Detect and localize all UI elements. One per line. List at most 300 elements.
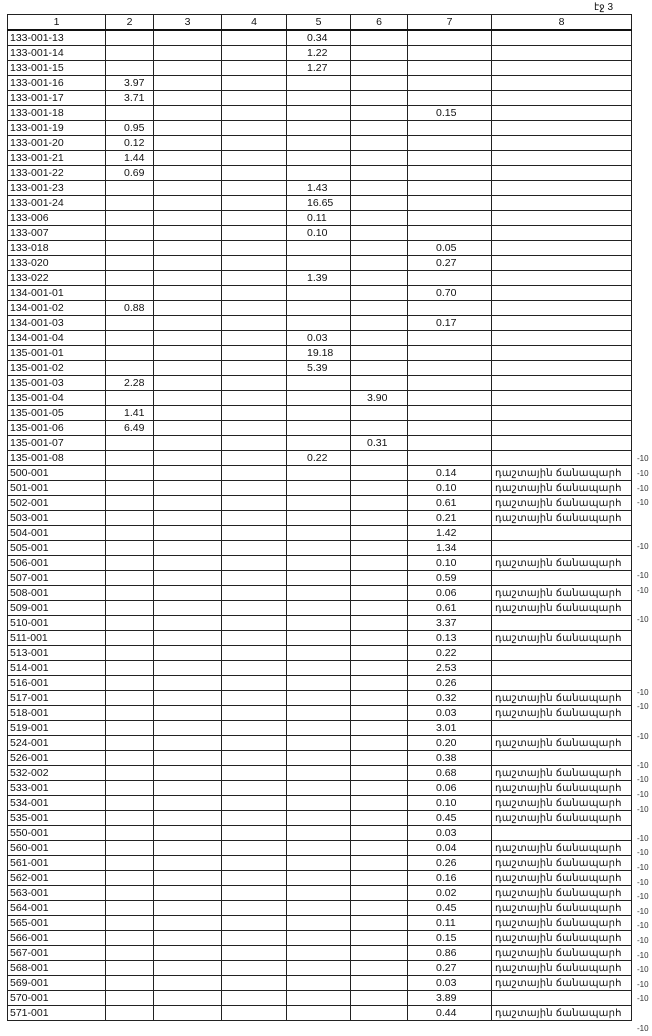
value-cell [408, 376, 492, 391]
value-cell [222, 961, 287, 976]
value-cell [154, 91, 222, 106]
table-row [8, 931, 632, 946]
value-cell [222, 871, 287, 886]
note-cell [492, 661, 632, 676]
table-row [8, 481, 632, 496]
value-cell [222, 931, 287, 946]
value-cell [287, 676, 351, 691]
margin-mark [637, 511, 651, 526]
margin-mark: -10 [637, 950, 649, 960]
parcel-code-cell: 133-001-24 [8, 196, 106, 211]
note-cell [492, 721, 632, 736]
value-cell [222, 691, 287, 706]
value-cell [106, 676, 154, 691]
note-cell: դաշտային ճանապարհ [492, 781, 632, 796]
margin-mark: -10 [637, 790, 649, 800]
value-cell: 0.31 [351, 436, 408, 451]
value-cell [222, 286, 287, 301]
note-cell [492, 616, 632, 631]
value-cell [106, 481, 154, 496]
value-cell: 0.04 [408, 841, 492, 856]
parcel-code-cell: 133-018 [8, 241, 106, 256]
parcel-code-cell: 134-001-04 [8, 331, 106, 346]
value-cell [351, 76, 408, 91]
value-cell [351, 871, 408, 886]
table-row [8, 91, 632, 106]
parcel-code-cell: 133-007 [8, 226, 106, 241]
value-cell [222, 886, 287, 901]
value-cell [154, 241, 222, 256]
margin-mark: -10 [637, 1023, 649, 1033]
value-cell: 0.10 [408, 481, 492, 496]
table-row [8, 811, 632, 826]
margin-mark: -10 [637, 965, 649, 975]
value-cell [154, 30, 222, 46]
table-row [8, 961, 632, 976]
note-cell: դաշտային ճանապարհ [492, 796, 632, 811]
note-cell [492, 211, 632, 226]
value-cell [408, 391, 492, 406]
note-cell [492, 376, 632, 391]
note-cell: դաշտային ճանապարհ [492, 511, 632, 526]
parcel-code-cell: 506-001 [8, 556, 106, 571]
column-header: 5 [287, 15, 351, 31]
value-cell [222, 766, 287, 781]
value-cell: 0.05 [408, 241, 492, 256]
value-cell [351, 61, 408, 76]
value-cell: 0.14 [408, 466, 492, 481]
margin-mark: -10 [637, 979, 649, 989]
parcel-code-cell: 550-001 [8, 826, 106, 841]
parcel-code-cell: 500-001 [8, 466, 106, 481]
value-cell [351, 691, 408, 706]
note-cell [492, 451, 632, 466]
value-cell [287, 811, 351, 826]
value-cell [287, 151, 351, 166]
value-cell [222, 481, 287, 496]
value-cell: 0.10 [408, 796, 492, 811]
value-cell [351, 586, 408, 601]
value-cell [287, 406, 351, 421]
value-cell [408, 331, 492, 346]
parcel-code-cell: 568-001 [8, 961, 106, 976]
value-cell [287, 106, 351, 121]
value-cell [154, 466, 222, 481]
margin-mark: -10 [637, 731, 649, 741]
table-row [8, 616, 632, 631]
value-cell [106, 901, 154, 916]
value-cell [351, 991, 408, 1006]
value-cell [106, 871, 154, 886]
table-row [8, 901, 632, 916]
value-cell [154, 751, 222, 766]
parcel-code-cell: 562-001 [8, 871, 106, 886]
value-cell [106, 946, 154, 961]
value-cell [154, 226, 222, 241]
value-cell: 0.32 [408, 691, 492, 706]
note-cell [492, 421, 632, 436]
value-cell [154, 436, 222, 451]
value-cell [154, 526, 222, 541]
margin-mark: -10 [637, 468, 649, 478]
value-cell [351, 346, 408, 361]
value-cell [106, 1006, 154, 1021]
value-cell: 0.22 [408, 646, 492, 661]
value-cell [287, 541, 351, 556]
value-cell [287, 646, 351, 661]
margin-mark: -10 [637, 906, 649, 916]
value-cell [351, 706, 408, 721]
parcel-code-cell: 133-001-18 [8, 106, 106, 121]
value-cell: 0.45 [408, 901, 492, 916]
table-row [8, 121, 632, 136]
note-cell [492, 331, 632, 346]
value-cell: 1.22 [287, 46, 351, 61]
value-cell [106, 511, 154, 526]
value-cell [154, 856, 222, 871]
value-cell [287, 316, 351, 331]
parcel-code-cell: 534-001 [8, 796, 106, 811]
value-cell: 0.44 [408, 1006, 492, 1021]
parcel-code-cell: 133-001-16 [8, 76, 106, 91]
note-cell [492, 166, 632, 181]
value-cell [222, 946, 287, 961]
parcel-code-cell: 133-001-21 [8, 151, 106, 166]
note-cell: դաշտային ճանապարհ [492, 481, 632, 496]
value-cell [351, 886, 408, 901]
header-row [8, 15, 632, 31]
note-cell [492, 106, 632, 121]
note-cell: դաշտային ճանապարհ [492, 1006, 632, 1021]
margin-mark: -10 [637, 848, 649, 858]
table-row [8, 706, 632, 721]
value-cell: 3.37 [408, 616, 492, 631]
value-cell [222, 226, 287, 241]
value-cell [287, 481, 351, 496]
value-cell [106, 556, 154, 571]
margin-mark: -10 [637, 775, 649, 785]
value-cell [222, 46, 287, 61]
value-cell [287, 751, 351, 766]
parcel-code-cell: 133-001-20 [8, 136, 106, 151]
value-cell: 0.03 [408, 976, 492, 991]
note-cell [492, 406, 632, 421]
value-cell [222, 361, 287, 376]
value-cell [154, 136, 222, 151]
value-cell [408, 136, 492, 151]
parcel-code-cell: 133-001-15 [8, 61, 106, 76]
value-cell [154, 556, 222, 571]
value-cell [106, 661, 154, 676]
value-cell [154, 76, 222, 91]
value-cell [408, 61, 492, 76]
value-cell: 0.22 [287, 451, 351, 466]
table-row [8, 721, 632, 736]
value-cell [154, 106, 222, 121]
value-cell [106, 751, 154, 766]
value-cell [106, 46, 154, 61]
margin-mark [637, 1007, 651, 1022]
margin-mark: -10 [637, 498, 649, 508]
note-cell [492, 436, 632, 451]
table-row [8, 136, 632, 151]
margin-mark [637, 715, 651, 730]
value-cell [287, 916, 351, 931]
value-cell [287, 301, 351, 316]
value-cell [154, 796, 222, 811]
value-cell: 0.68 [408, 766, 492, 781]
note-cell: դաշտային ճանապարհ [492, 586, 632, 601]
column-header: 1 [8, 15, 106, 31]
value-cell: 1.44 [106, 151, 154, 166]
value-cell: 0.03 [408, 706, 492, 721]
value-cell [222, 30, 287, 46]
margin-mark [637, 525, 651, 540]
value-cell [287, 586, 351, 601]
value-cell [408, 451, 492, 466]
note-cell [492, 991, 632, 1006]
value-cell [106, 436, 154, 451]
margin-mark [637, 598, 651, 613]
value-cell [154, 346, 222, 361]
margin-mark [637, 657, 651, 672]
parcel-code-cell: 133-001-22 [8, 166, 106, 181]
value-cell [222, 721, 287, 736]
value-cell: 3.71 [106, 91, 154, 106]
table-row [8, 796, 632, 811]
margin-mark: -10 [637, 804, 649, 814]
table-row [8, 736, 632, 751]
value-cell [351, 631, 408, 646]
parcel-code-cell: 569-001 [8, 976, 106, 991]
value-cell [222, 181, 287, 196]
value-cell [106, 331, 154, 346]
value-cell: 0.86 [408, 946, 492, 961]
parcel-code-cell: 135-001-07 [8, 436, 106, 451]
value-cell [154, 571, 222, 586]
margin-mark: -10 [637, 892, 649, 902]
value-cell [222, 541, 287, 556]
value-cell: 0.88 [106, 301, 154, 316]
value-cell [287, 766, 351, 781]
value-cell [287, 871, 351, 886]
value-cell [222, 1006, 287, 1021]
value-cell [351, 571, 408, 586]
value-cell [351, 811, 408, 826]
value-cell [154, 166, 222, 181]
parcel-code-cell: 566-001 [8, 931, 106, 946]
value-cell [351, 241, 408, 256]
value-cell [222, 976, 287, 991]
value-cell [351, 661, 408, 676]
value-cell [154, 961, 222, 976]
value-cell [408, 30, 492, 46]
value-cell [222, 76, 287, 91]
column-header: 3 [154, 15, 222, 31]
note-cell [492, 301, 632, 316]
value-cell [222, 991, 287, 1006]
value-cell [106, 346, 154, 361]
value-cell: 0.20 [408, 736, 492, 751]
value-cell: 0.45 [408, 811, 492, 826]
value-cell [408, 121, 492, 136]
margin-mark: -10 [637, 935, 649, 945]
value-cell [287, 241, 351, 256]
note-cell [492, 526, 632, 541]
value-cell [408, 421, 492, 436]
value-cell: 0.06 [408, 781, 492, 796]
value-cell: 0.11 [287, 211, 351, 226]
value-cell [351, 646, 408, 661]
table-row [8, 781, 632, 796]
margin-mark: -10 [637, 687, 649, 697]
value-cell [287, 796, 351, 811]
value-cell: 0.13 [408, 631, 492, 646]
value-cell [154, 991, 222, 1006]
table-row [8, 376, 632, 391]
value-cell [351, 331, 408, 346]
parcel-code-cell: 135-001-01 [8, 346, 106, 361]
value-cell [222, 841, 287, 856]
parcel-code-cell: 563-001 [8, 886, 106, 901]
value-cell [351, 526, 408, 541]
value-cell: 0.59 [408, 571, 492, 586]
value-cell [222, 586, 287, 601]
parcel-code-cell: 517-001 [8, 691, 106, 706]
value-cell [222, 346, 287, 361]
parcel-code-cell: 505-001 [8, 541, 106, 556]
value-cell [106, 541, 154, 556]
parcel-code-cell: 509-001 [8, 601, 106, 616]
margin-marks [637, 452, 651, 1036]
value-cell: 0.15 [408, 931, 492, 946]
value-cell: 0.12 [106, 136, 154, 151]
value-cell [106, 30, 154, 46]
table-row [8, 601, 632, 616]
value-cell [351, 316, 408, 331]
value-cell [106, 241, 154, 256]
value-cell: 1.34 [408, 541, 492, 556]
table-row [8, 1006, 632, 1021]
value-cell [106, 616, 154, 631]
value-cell [351, 181, 408, 196]
column-header: 2 [106, 15, 154, 31]
value-cell [106, 61, 154, 76]
value-cell [106, 601, 154, 616]
value-cell [287, 961, 351, 976]
value-cell [408, 181, 492, 196]
value-cell [351, 271, 408, 286]
note-cell: դաշտային ճանապարհ [492, 871, 632, 886]
margin-mark [637, 671, 651, 686]
value-cell [154, 646, 222, 661]
value-cell [106, 691, 154, 706]
table-row [8, 316, 632, 331]
table-row [8, 946, 632, 961]
parcel-code-cell: 502-001 [8, 496, 106, 511]
value-cell [408, 91, 492, 106]
parcel-code-cell: 133-001-13 [8, 30, 106, 46]
value-cell [287, 841, 351, 856]
value-cell [222, 241, 287, 256]
value-cell [408, 151, 492, 166]
table-row [8, 76, 632, 91]
value-cell [106, 106, 154, 121]
note-cell: դաշտային ճանապարհ [492, 946, 632, 961]
value-cell [154, 421, 222, 436]
column-header: 4 [222, 15, 287, 31]
table-row [8, 916, 632, 931]
parcel-code-cell: 133-001-17 [8, 91, 106, 106]
value-cell [106, 271, 154, 286]
value-cell [351, 616, 408, 631]
parcel-code-cell: 133-022 [8, 271, 106, 286]
value-cell [351, 151, 408, 166]
parcel-code-cell: 518-001 [8, 706, 106, 721]
page-number: էջ 3 [594, 2, 614, 13]
value-cell [222, 316, 287, 331]
note-cell: դաշտային ճանապարհ [492, 931, 632, 946]
value-cell [287, 526, 351, 541]
value-cell [287, 286, 351, 301]
table-row [8, 631, 632, 646]
margin-mark: -10 [637, 863, 649, 873]
table-row [8, 181, 632, 196]
margin-mark: -10 [637, 833, 649, 843]
value-cell [287, 991, 351, 1006]
margin-mark [637, 817, 651, 832]
table-row [8, 46, 632, 61]
note-cell [492, 46, 632, 61]
value-cell: 2.28 [106, 376, 154, 391]
value-cell [106, 286, 154, 301]
value-cell [106, 856, 154, 871]
value-cell [287, 721, 351, 736]
parcel-code-cell: 565-001 [8, 916, 106, 931]
value-cell [287, 391, 351, 406]
note-cell: դաշտային ճանապարհ [492, 841, 632, 856]
ledger-table [7, 14, 632, 1021]
value-cell [351, 46, 408, 61]
value-cell [222, 826, 287, 841]
value-cell [222, 526, 287, 541]
value-cell: 0.06 [408, 586, 492, 601]
value-cell [351, 30, 408, 46]
value-cell [287, 136, 351, 151]
value-cell [154, 916, 222, 931]
value-cell [222, 631, 287, 646]
value-cell [154, 391, 222, 406]
value-cell [351, 421, 408, 436]
value-cell [222, 916, 287, 931]
parcel-code-cell: 571-001 [8, 1006, 106, 1021]
note-cell: դաշտային ճանապարհ [492, 601, 632, 616]
value-cell [154, 271, 222, 286]
value-cell [351, 166, 408, 181]
value-cell [351, 721, 408, 736]
value-cell [106, 826, 154, 841]
value-cell [351, 226, 408, 241]
value-cell [287, 1006, 351, 1021]
note-cell: դաշտային ճանապարհ [492, 466, 632, 481]
value-cell: 2.53 [408, 661, 492, 676]
value-cell [351, 931, 408, 946]
value-cell [351, 376, 408, 391]
note-cell [492, 61, 632, 76]
value-cell [154, 631, 222, 646]
value-cell [351, 301, 408, 316]
parcel-code-cell: 508-001 [8, 586, 106, 601]
